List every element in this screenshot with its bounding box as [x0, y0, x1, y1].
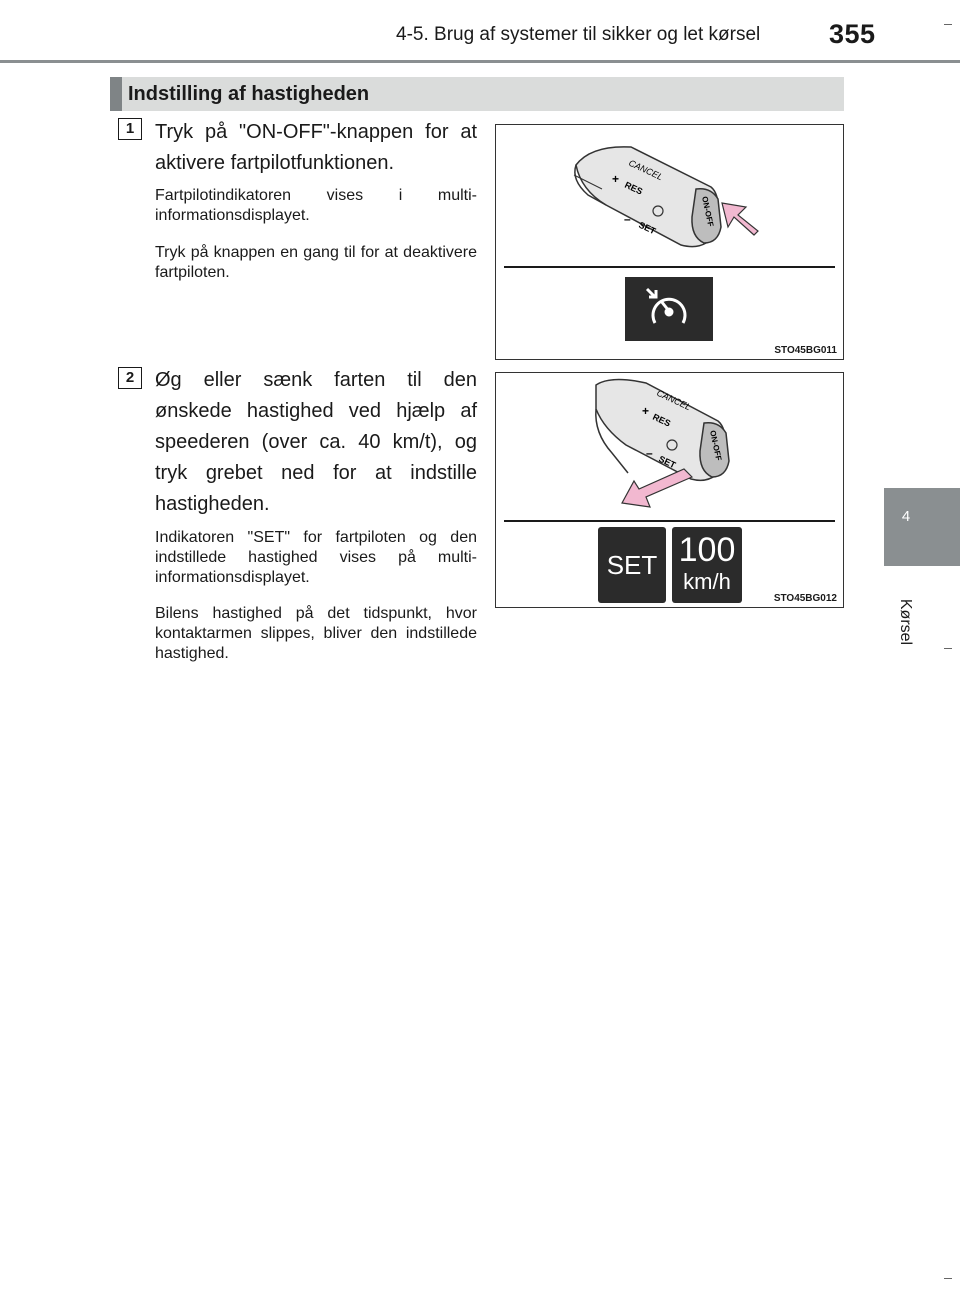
figure-step-1 — [495, 124, 844, 360]
crop-mark — [944, 648, 952, 649]
cruise-indicator-display — [625, 277, 713, 341]
lever-label-set: SET — [637, 219, 658, 237]
lever-label-plus: + — [642, 404, 650, 418]
figure-step-2 — [495, 372, 844, 608]
step-note: Fartpilotindikatoren vises i multi-informationsdisplayet. — [155, 187, 477, 224]
step-note: Bilens hastighed på det tidspunkt, hvor kontaktarmen slippes, bliver den indstillede hastighed. — [155, 605, 477, 662]
lever-label-cancel: CANCEL — [627, 157, 665, 183]
set-indicator-label: SET — [606, 550, 658, 580]
step-note: Indikatoren "SET" for fartpiloten og den indstillede hastighed vises på multi-informationsdisplayet. — [155, 529, 477, 586]
lever-label-set: SET — [657, 453, 678, 471]
chapter-title: 4-5. Brug af systemer til sikker og let kørsel — [396, 24, 761, 45]
figure-divider — [504, 266, 835, 268]
header-rule — [0, 60, 960, 63]
figure-code: STO45BG012 — [773, 593, 837, 604]
chapter-number: 4 — [901, 508, 911, 525]
chapter-side-tab — [884, 488, 960, 566]
lever-label-res: RES — [623, 179, 645, 197]
set-speed-unit: km/h — [683, 569, 731, 594]
set-indicator — [598, 527, 666, 603]
crop-mark — [944, 24, 952, 25]
chapter-name: Kørsel — [897, 598, 914, 646]
set-speed-value: 100 — [678, 531, 736, 569]
step-note: Tryk på knappen en gang til for at deaktivere fartpiloten. — [155, 244, 477, 281]
lever-label-on-off: ON-OFF — [708, 429, 724, 462]
push-down-arrow-icon — [622, 469, 692, 507]
lever-label-on-off: ON-OFF — [700, 195, 716, 228]
section-heading-bar — [110, 77, 844, 111]
lever-label-plus: + — [612, 172, 620, 186]
step-number-badge: 2 — [118, 367, 142, 389]
section-title: Indstilling af hastigheden — [128, 83, 370, 105]
lever-label-minus: – — [646, 446, 653, 460]
lever-label-res: RES — [651, 411, 673, 429]
lever-label-minus: – — [624, 212, 631, 226]
page-number: 355 — [829, 19, 876, 49]
set-speed-display — [672, 527, 742, 603]
cruise-lever-illustration — [496, 373, 842, 513]
figure-code: STO45BG011 — [774, 345, 837, 356]
step-number-badge: 1 — [118, 118, 142, 140]
step-instruction: Øg eller sænk farten til den ønskede hastighed ved hjælp af speederen (over ca. 40 km/t), og tryk grebet ned for at indstille hastigheden. — [155, 369, 477, 515]
step-instruction: Tryk på "ON-OFF"-knappen for at aktivere fartpilotfunktionen. — [155, 121, 477, 174]
lever-label-cancel: CANCEL — [655, 387, 693, 413]
push-arrow-icon — [722, 203, 758, 235]
crop-mark — [944, 1278, 952, 1279]
figure-divider — [504, 520, 835, 522]
cruise-lever-illustration — [496, 125, 842, 265]
